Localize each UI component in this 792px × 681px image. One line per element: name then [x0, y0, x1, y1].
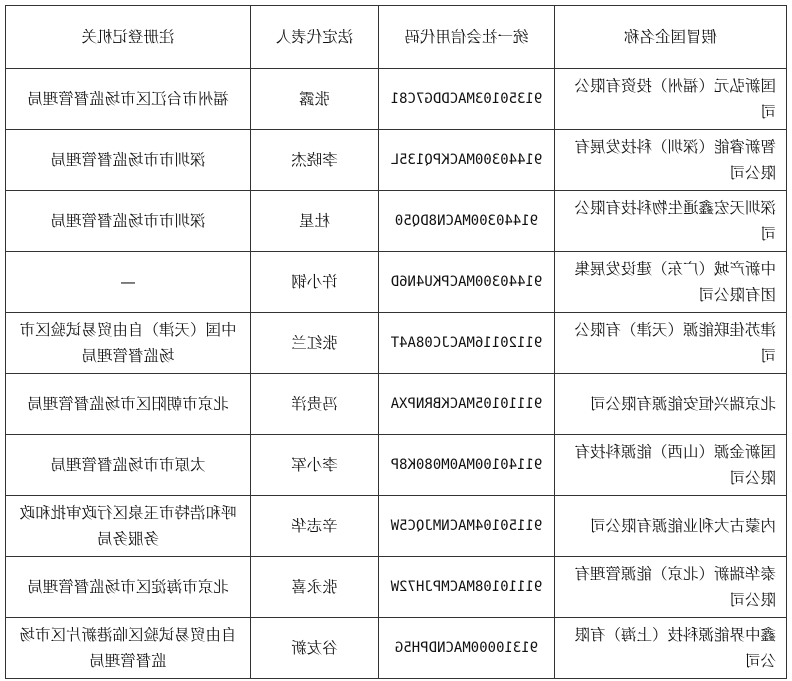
cell-company [555, 435, 787, 496]
cell-legal-rep [251, 313, 379, 374]
legal-rep-text: 李小军 [291, 456, 338, 474]
cell-company [555, 374, 787, 435]
credit-code-text: 91440300MACPKU4N6D [390, 274, 543, 290]
legal-rep-text: 许小钢 [291, 273, 338, 291]
company-text: 鑫中界能源科技（上海）有限公司 [574, 626, 776, 670]
authority-text: — [120, 273, 136, 291]
credit-code-text: 91350103MACDDG7C81 [390, 91, 543, 107]
credit-code-text: 91440300MACKPQ135L [390, 152, 543, 168]
cell-authority [6, 435, 251, 496]
cell-authority [6, 252, 251, 313]
credit-code-text: 91150104MACNMJQC5W [390, 518, 543, 534]
company-table [5, 5, 787, 679]
authority-text: 北京市朝阳区市场监督管理局 [27, 395, 229, 413]
cell-credit-code [379, 557, 555, 618]
cell-company [555, 252, 787, 313]
header-credit-code [379, 6, 555, 69]
company-text: 北京瑞兴恒安能源有限公司 [589, 395, 776, 413]
company-text: 国新金源（山西）能源科技有限公司 [574, 443, 776, 487]
credit-code-text: 91110105MACKBRNPXA [390, 396, 543, 412]
cell-authority [6, 618, 251, 679]
cell-credit-code [379, 618, 555, 679]
table-header-row [6, 6, 787, 69]
legal-rep-text: 冯贵洋 [291, 395, 338, 413]
header-credit-code-label: 统一社会信用代码 [404, 28, 529, 46]
table-row [6, 252, 787, 313]
cell-legal-rep [251, 69, 379, 130]
credit-code-text: 91440300MACN8DQ50 [394, 213, 539, 229]
legal-rep-text: 辛志华 [291, 517, 338, 535]
cell-authority [6, 191, 251, 252]
authority-text: 呼和浩特市玉泉区行政审批和政务服务局 [19, 504, 237, 548]
legal-rep-text: 李晓杰 [291, 151, 338, 169]
cell-authority [6, 374, 251, 435]
header-company [555, 6, 787, 69]
cell-legal-rep [251, 496, 379, 557]
table-row [6, 69, 787, 130]
authority-text: 中国（天津）自由贸易试验区市场监督管理局 [19, 321, 237, 365]
table-row [6, 191, 787, 252]
cell-legal-rep [251, 374, 379, 435]
cell-credit-code [379, 374, 555, 435]
cell-authority [6, 496, 251, 557]
table-row [6, 618, 787, 679]
cell-credit-code [379, 252, 555, 313]
company-text: 内蒙古大利业能源有限公司 [589, 517, 776, 535]
authority-text: 自由贸易试验区临港新片区市场监督管理局 [19, 626, 237, 670]
cell-authority [6, 130, 251, 191]
cell-credit-code [379, 69, 555, 130]
cell-credit-code [379, 313, 555, 374]
table-row [6, 130, 787, 191]
cell-credit-code [379, 496, 555, 557]
table-body [6, 6, 787, 679]
table-row [6, 557, 787, 618]
cell-credit-code [379, 130, 555, 191]
company-text: 中新产城（广东）建设发展集团有限公司 [574, 260, 776, 304]
legal-rep-text: 杜星 [299, 212, 331, 230]
cell-credit-code [379, 435, 555, 496]
company-text: 津苏佳联能源（天津）有限公司 [574, 321, 776, 365]
legal-rep-text: 谷友新 [291, 639, 338, 657]
authority-text: 太原市市场监督管理局 [50, 456, 206, 474]
cell-authority [6, 557, 251, 618]
company-text: 泰华瑞新（北京）能源管理有限公司 [574, 565, 776, 609]
cell-authority [6, 313, 251, 374]
credit-code-text: 91120116MACJC08A4T [390, 335, 543, 351]
header-legal-rep-label: 法定代表人 [275, 28, 354, 46]
cell-legal-rep [251, 130, 379, 191]
cell-credit-code [379, 191, 555, 252]
credit-code-text: 91310000MACNDPH5G [394, 640, 539, 656]
authority-text: 福州市台江区市场监督管理局 [27, 90, 229, 108]
cell-legal-rep [251, 252, 379, 313]
cell-authority [6, 69, 251, 130]
cell-company [555, 130, 787, 191]
cell-legal-rep [251, 618, 379, 679]
company-text: 深圳天宏鑫通生物科技有限公司 [574, 199, 776, 243]
cell-company [555, 69, 787, 130]
credit-code-text: 91140100MA0M080K8P [390, 457, 543, 473]
header-company-label: 假冒国企名称 [624, 28, 718, 46]
cell-company [555, 618, 787, 679]
cell-legal-rep [251, 435, 379, 496]
table-row [6, 374, 787, 435]
cell-company [555, 191, 787, 252]
cell-company [555, 313, 787, 374]
header-authority-label: 注册登记机关 [81, 28, 175, 46]
table-row [6, 435, 787, 496]
cell-company [555, 557, 787, 618]
authority-text: 北京市海淀区市场监督管理局 [27, 578, 229, 596]
header-legal-rep [251, 6, 379, 69]
table-row [6, 313, 787, 374]
legal-rep-text: 张红兰 [291, 334, 338, 352]
cell-legal-rep [251, 191, 379, 252]
authority-text: 深圳市市场监督管理局 [50, 151, 206, 169]
table-row [6, 496, 787, 557]
legal-rep-text: 张永喜 [291, 578, 338, 596]
header-authority [6, 6, 251, 69]
cell-company [555, 496, 787, 557]
company-text: 智新睿能（深圳）科技发展有限公司 [574, 138, 776, 182]
credit-code-text: 91110108MACMPJH72W [390, 579, 543, 595]
company-text: 国新弘元（福州）投资有限公司 [574, 77, 776, 121]
legal-rep-text: 张露 [299, 90, 331, 108]
authority-text: 深圳市市场监督管理局 [50, 212, 206, 230]
cell-legal-rep [251, 557, 379, 618]
